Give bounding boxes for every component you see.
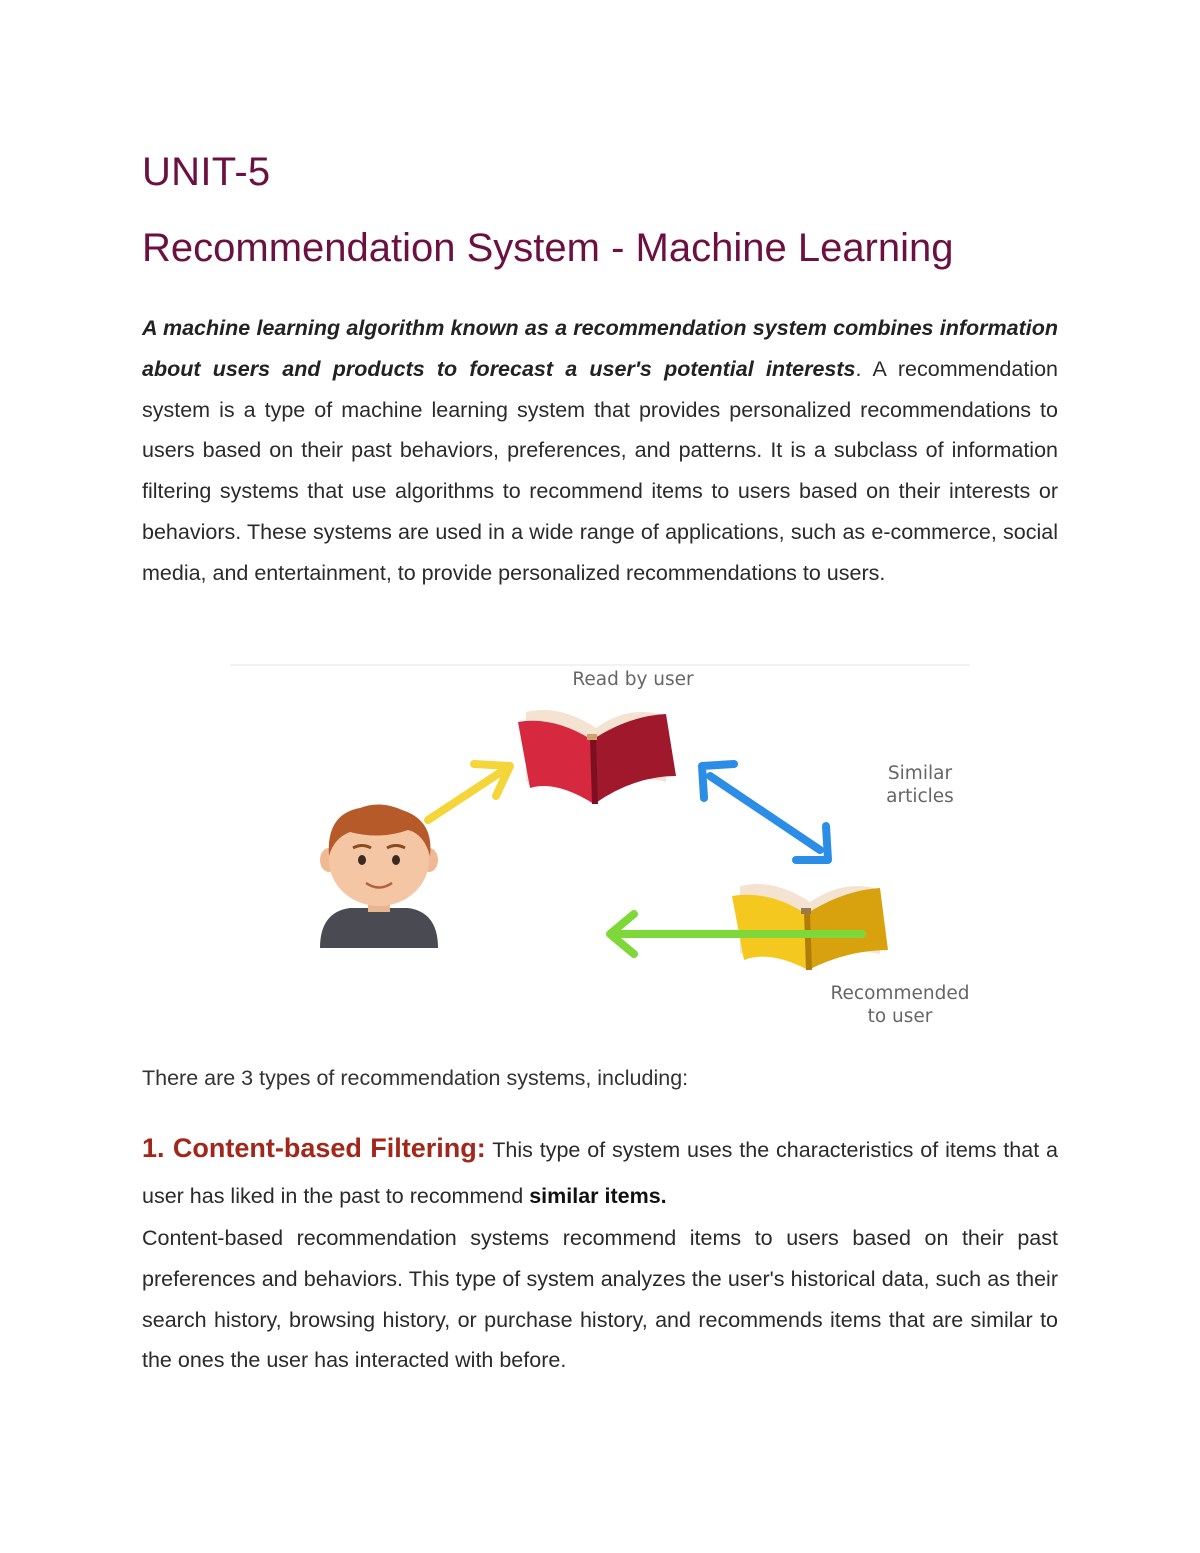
recommended-to-user-label: Recommended to user (830, 983, 970, 1027)
section-summary-text: This type of system uses the characteristics of items that a user has liked in the past to recommend (142, 1138, 1058, 1208)
recommendation-diagram (230, 664, 970, 1038)
section-emphasis-text: similar items. (529, 1184, 667, 1208)
content-based-details-paragraph: Content-based recommendation systems recommend items to users based on their past preferences and behaviors. This type of system analyzes the user's historical data, such as their search history, browsing history, or purchase history, and recommends items that are similar to the ones the user has interacted with before. (142, 1226, 1058, 1373)
intro-lead-sentence: A machine learning algorithm known as a recommendation system combines information about users and products to forecast a user's potential interests (142, 316, 1058, 381)
section-content-based (142, 1125, 1058, 1219)
types-intro-text: There are 3 types of recommendation systems, including: (142, 1066, 689, 1090)
person-left-eye (358, 855, 366, 865)
intro-body-text: . A recommendation system is a type of machine learning system that provides personalized recommendations to users based on their past behaviors, preferences, and patterns. It is a subclass of information filtering systems that use algorithms to recommend items to users based on their interests or behaviors. These systems are used in a wide range of applications, such as e-commerce, social media, and entertainment, to provide personalized recommendations to users. (142, 356, 1059, 585)
red-book-icon (518, 710, 676, 804)
person-right-eye (392, 855, 400, 865)
arrow-read-icon (428, 764, 510, 820)
person-icon (320, 804, 438, 948)
arrow-similar-icon (702, 764, 828, 860)
similar-articles-label: Similar articles (886, 763, 954, 807)
yellow-book-icon (732, 884, 888, 970)
section-heading-content-based: 1. Content-based Filtering: (142, 1133, 486, 1163)
read-by-user-label: Read by user (572, 669, 694, 690)
page-title: Recommendation System - Machine Learning (142, 226, 954, 270)
unit-title: UNIT-5 (142, 150, 271, 194)
person-shirt (320, 908, 438, 948)
intro-paragraph (142, 308, 1058, 594)
